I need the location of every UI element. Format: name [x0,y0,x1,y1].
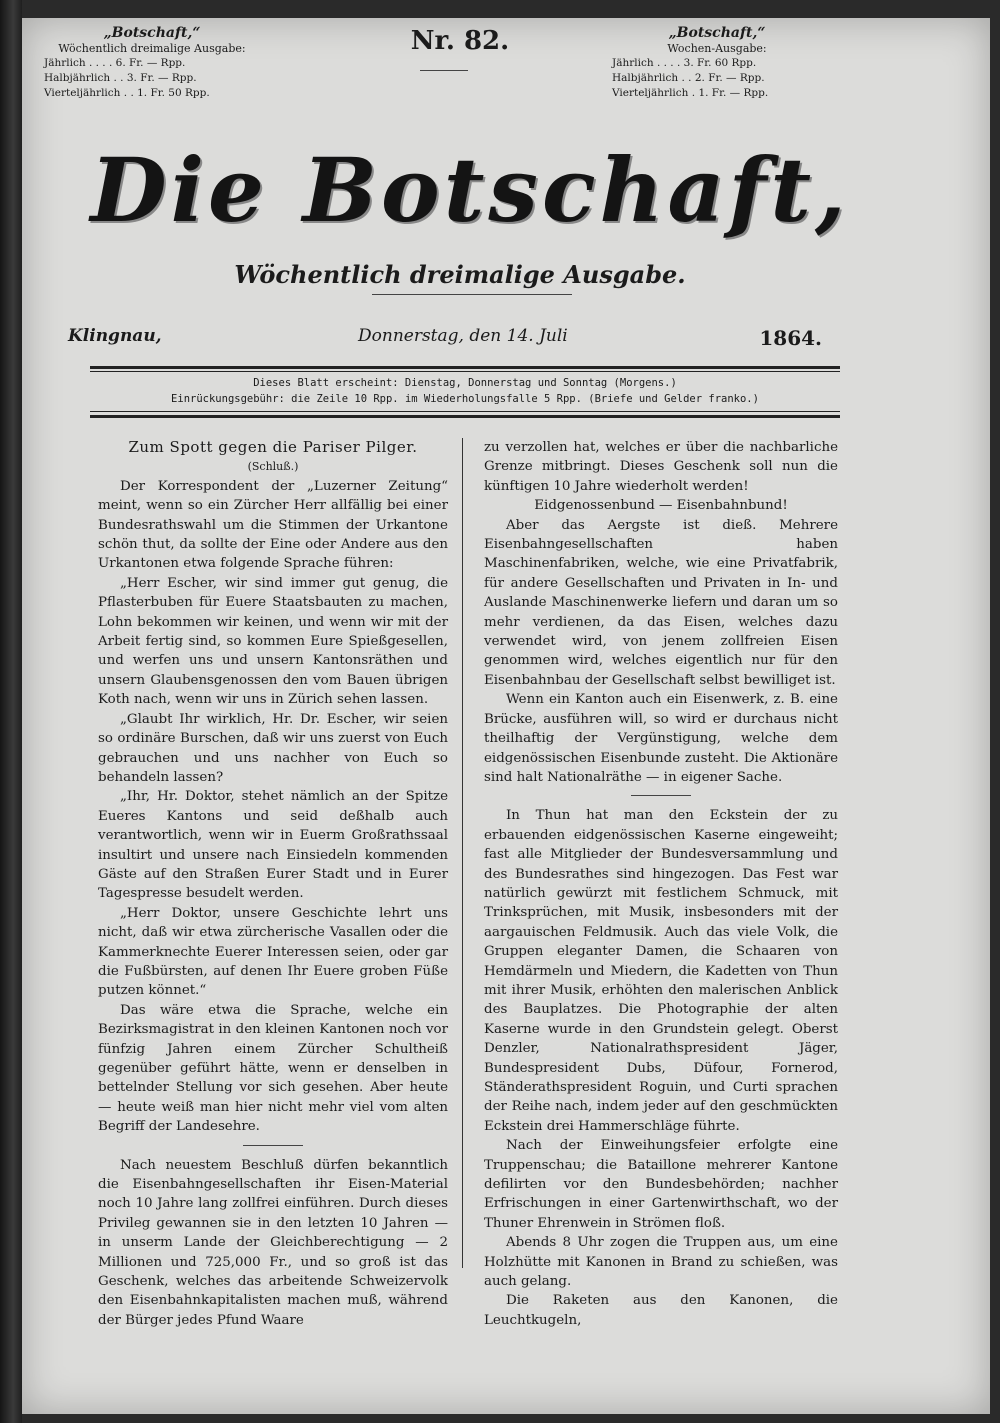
article-paragraph: Aber das Aergste ist dieß. Mehrere Eisenbahngesellschaften haben Maschinenfabriken, welche, wie eine Privatfabrik, für andere Gesellschaften und Privaten in In- und Auslande Maschinenwerke liefern und daran um so mehr verdienen, da das Eisen, welches dazu verwendet wird, von jenem zollfreien Eisen genommen wird, welches eigentlich nur für den Eisenbahnbau der Gesellschaft selbst bewilliget ist. [484,517,838,688]
price-row: Vierteljährlich . . 1. Fr. 50 Rpp. [44,87,210,99]
insertion-fee-notice: Einrückungsgebühr: die Zeile 10 Rpp. im Wiederholungsfalle 5 Rpp. (Briefe und Gelder franko.) [171,393,759,405]
article-separator [243,1145,303,1146]
masthead-subtitle: Wöchentlich dreimalige Ausgabe. [234,260,686,289]
divider [90,366,840,369]
publication-notice: Dieses Blatt erscheint: Dienstag, Donnerstag und Sonntag (Morgens.) [253,377,677,389]
column-divider [462,438,463,1268]
price-box-subtitle: Wöchentlich dreimalige Ausgabe: [58,42,246,55]
article-paragraph: Abends 8 Uhr zogen die Truppen aus, um eine Holzhütte mit Kanonen in Brand zu schießen, was auch gelang. [484,1235,838,1290]
article-paragraph: In Thun hat man den Eckstein der zu erbauenden eidgenössischen Kaserne eingeweiht; fast alle Mitglieder der Bundesversammlung und des Bundesrathes sind hingezogen. Das Fest war natürlich gewürzt mit festlichem Schmuck, mit Trinksprüchen, mit Musik, insbesonders mit der aargauischen Feldmusik. Auch das viele Volk, die Gruppen eleganter Damen, die Schaaren von Hemdärmeln und Miedern, die Kadetten von Thun mit ihrer Musik, erhöhten den malerischen Anblick des Bauplatzes. Die Photographie der alten Kaserne wurde in den Grundstein gelegt. Oberst Denzler, Nationalrathspresident Jäger, Bundespresident Dubs, Düfour, Fornerod, Ständerathspresident Roguin, und Curti sprachen der Reihe nach, indem jeder auf den geschmückten Eckstein drei Hammerschläge führte. [484,808,838,1134]
price-row: Halbjährlich . . 2. Fr. — Rpp. [612,72,765,84]
publication-date: Donnerstag, den 14. Juli [358,326,568,346]
price-row: Jährlich . . . . 6. Fr. — Rpp. [44,57,186,69]
price-box-title: „Botschaft,“ [103,25,201,41]
article-paragraph: „Herr Doktor, unsere Geschichte lehrt uns nicht, daß wir etwa zürcherische Vasallen oder die Kammerknechte Euerer Interessen seien, oder gar die Fußbürsten, auf denen Ihr Euere groben Füße putzen könnet.“ [98,905,448,999]
article-slogan: Eidgenossenbund — Eisenbahnbund! [534,498,788,514]
divider [90,415,840,418]
article-paragraph: Nach neuestem Beschluß dürfen bekanntlich die Eisenbahngesellschaften ihr Eisen-Material noch 10 Jahre lang zollfrei einführen. Durch dieses Privileg gewannen sie in den letzten 10 Jahren — in unserm Lande der Gleichberechtigung — 2 Millionen und 725,000 Fr., und so groß ist das Geschenk, welches das arbeitende Schweizervolk den Eisenbahnkapitalisten machen muß, während der Bürger jedes Pfund Waare [98,1157,448,1328]
right-column [484,438,838,1330]
divider [372,294,572,295]
price-row: Vierteljährlich . 1. Fr. — Rpp. [612,87,769,99]
issue-number: Nr. 82. [410,26,510,56]
article-paragraph: zu verzollen hat, welches er über die nachbarliche Grenze mitbringt. Dieses Geschenk soll nun die künftigen 10 Jahre wiederholt werden! [484,440,838,494]
article-paragraph: „Ihr, Hr. Doktor, stehet nämlich an der Spitze Eueres Kantons und seid deßhalb auch verantwortlich, wenn wir in Euerm Großrathssaal insultirt und unsere nach Einsiedeln kommenden Gäste auf den Straßen Eurer Stadt und in Eurer Tagespresse besudelt werden. [98,789,448,902]
article-paragraph: Wenn ein Kanton auch ein Eisenwerk, z. B. eine Brücke, ausführen will, so wird er durchaus nicht theilhaftig der Vergünstigung, welche dem eidgenössischen Eisenbunde zusteht. Die Aktionäre sind halt Nationalräthe — in eigener Sache. [484,692,838,785]
article-paragraph: Der Korrespondent der „Luzerner Zeitung“ meint, wenn so ein Zürcher Herr allfällig bei einer Bundesrathswahl um die Stimmen der Urkantone schön thut, da sollte der Eine oder Andere aus den Urkantonen etwa folgende Sprache führen: [98,478,448,572]
article-paragraph: Die Raketen aus den Kanonen, die Leuchtkugeln, [484,1293,838,1328]
subscription-prices-weekly [612,26,822,101]
divider [90,371,840,372]
article-paragraph: „Glaubt Ihr wirklich, Hr. Dr. Escher, wir seien so ordinäre Burschen, daß wir uns zuerst von Euch gebrauchen und uns nachher von Euch so behandeln lassen? [98,711,448,785]
article-heading: Zum Spott gegen die Pariser Pilger. [128,438,418,456]
dateline [68,326,836,354]
book-spine [0,0,22,1423]
divider [90,411,840,412]
price-row: Halbjährlich . . 3. Fr. — Rpp. [44,72,197,84]
publication-year: 1864. [759,326,822,350]
article-separator [631,795,691,796]
article-paragraph: „Herr Escher, wir sind immer gut genug, die Pflasterbuben für Euere Staatsbauten zu machen, Lohn bekommen wir keinen, und wenn wir mit der Arbeit fertig sind, so kommen Eure Spießgesellen, und werfen uns und unsern Kantonsräthen und unsern Glaubensgenossen den vom Bauen übrigen Koth nach, wenn wir uns in Zürich sehen lassen. [98,575,448,708]
divider [420,70,468,71]
subscription-prices-daily [44,26,260,101]
price-box-title: „Botschaft,“ [668,25,766,41]
masthead-title: Die Botschaft, [90,138,850,242]
article-paragraph: Das wäre etwa die Sprache, welche ein Bezirksmagistrat in den kleinen Kantonen noch vor fünfzig Jahren einem Zürcher Schultheiß gegenüber geführt hätte, wenn er denselben in bettelnder Stellung vor sich gesehen. Aber heute — heute weiß man hier nicht mehr viel vom alten Begriff der Landesehre. [98,1002,448,1135]
price-box-subtitle: Wochen-Ausgabe: [667,42,767,55]
left-column [98,438,448,1330]
place-of-publication: Klingnau, [68,326,162,346]
article-paragraph: Nach der Einweihungsfeier erfolgte eine Truppenschau; die Bataillone mehrerer Kantone defilirten vor den Bundesbehörden; nachher Erfrischungen in einer Gartenwirthschaft, wo der Thuner Ehrenwein in Strömen floß. [484,1138,838,1231]
price-row: Jährlich . . . . 3. Fr. 60 Rpp. [612,57,757,69]
article-subheading: (Schluß.) [247,460,299,474]
